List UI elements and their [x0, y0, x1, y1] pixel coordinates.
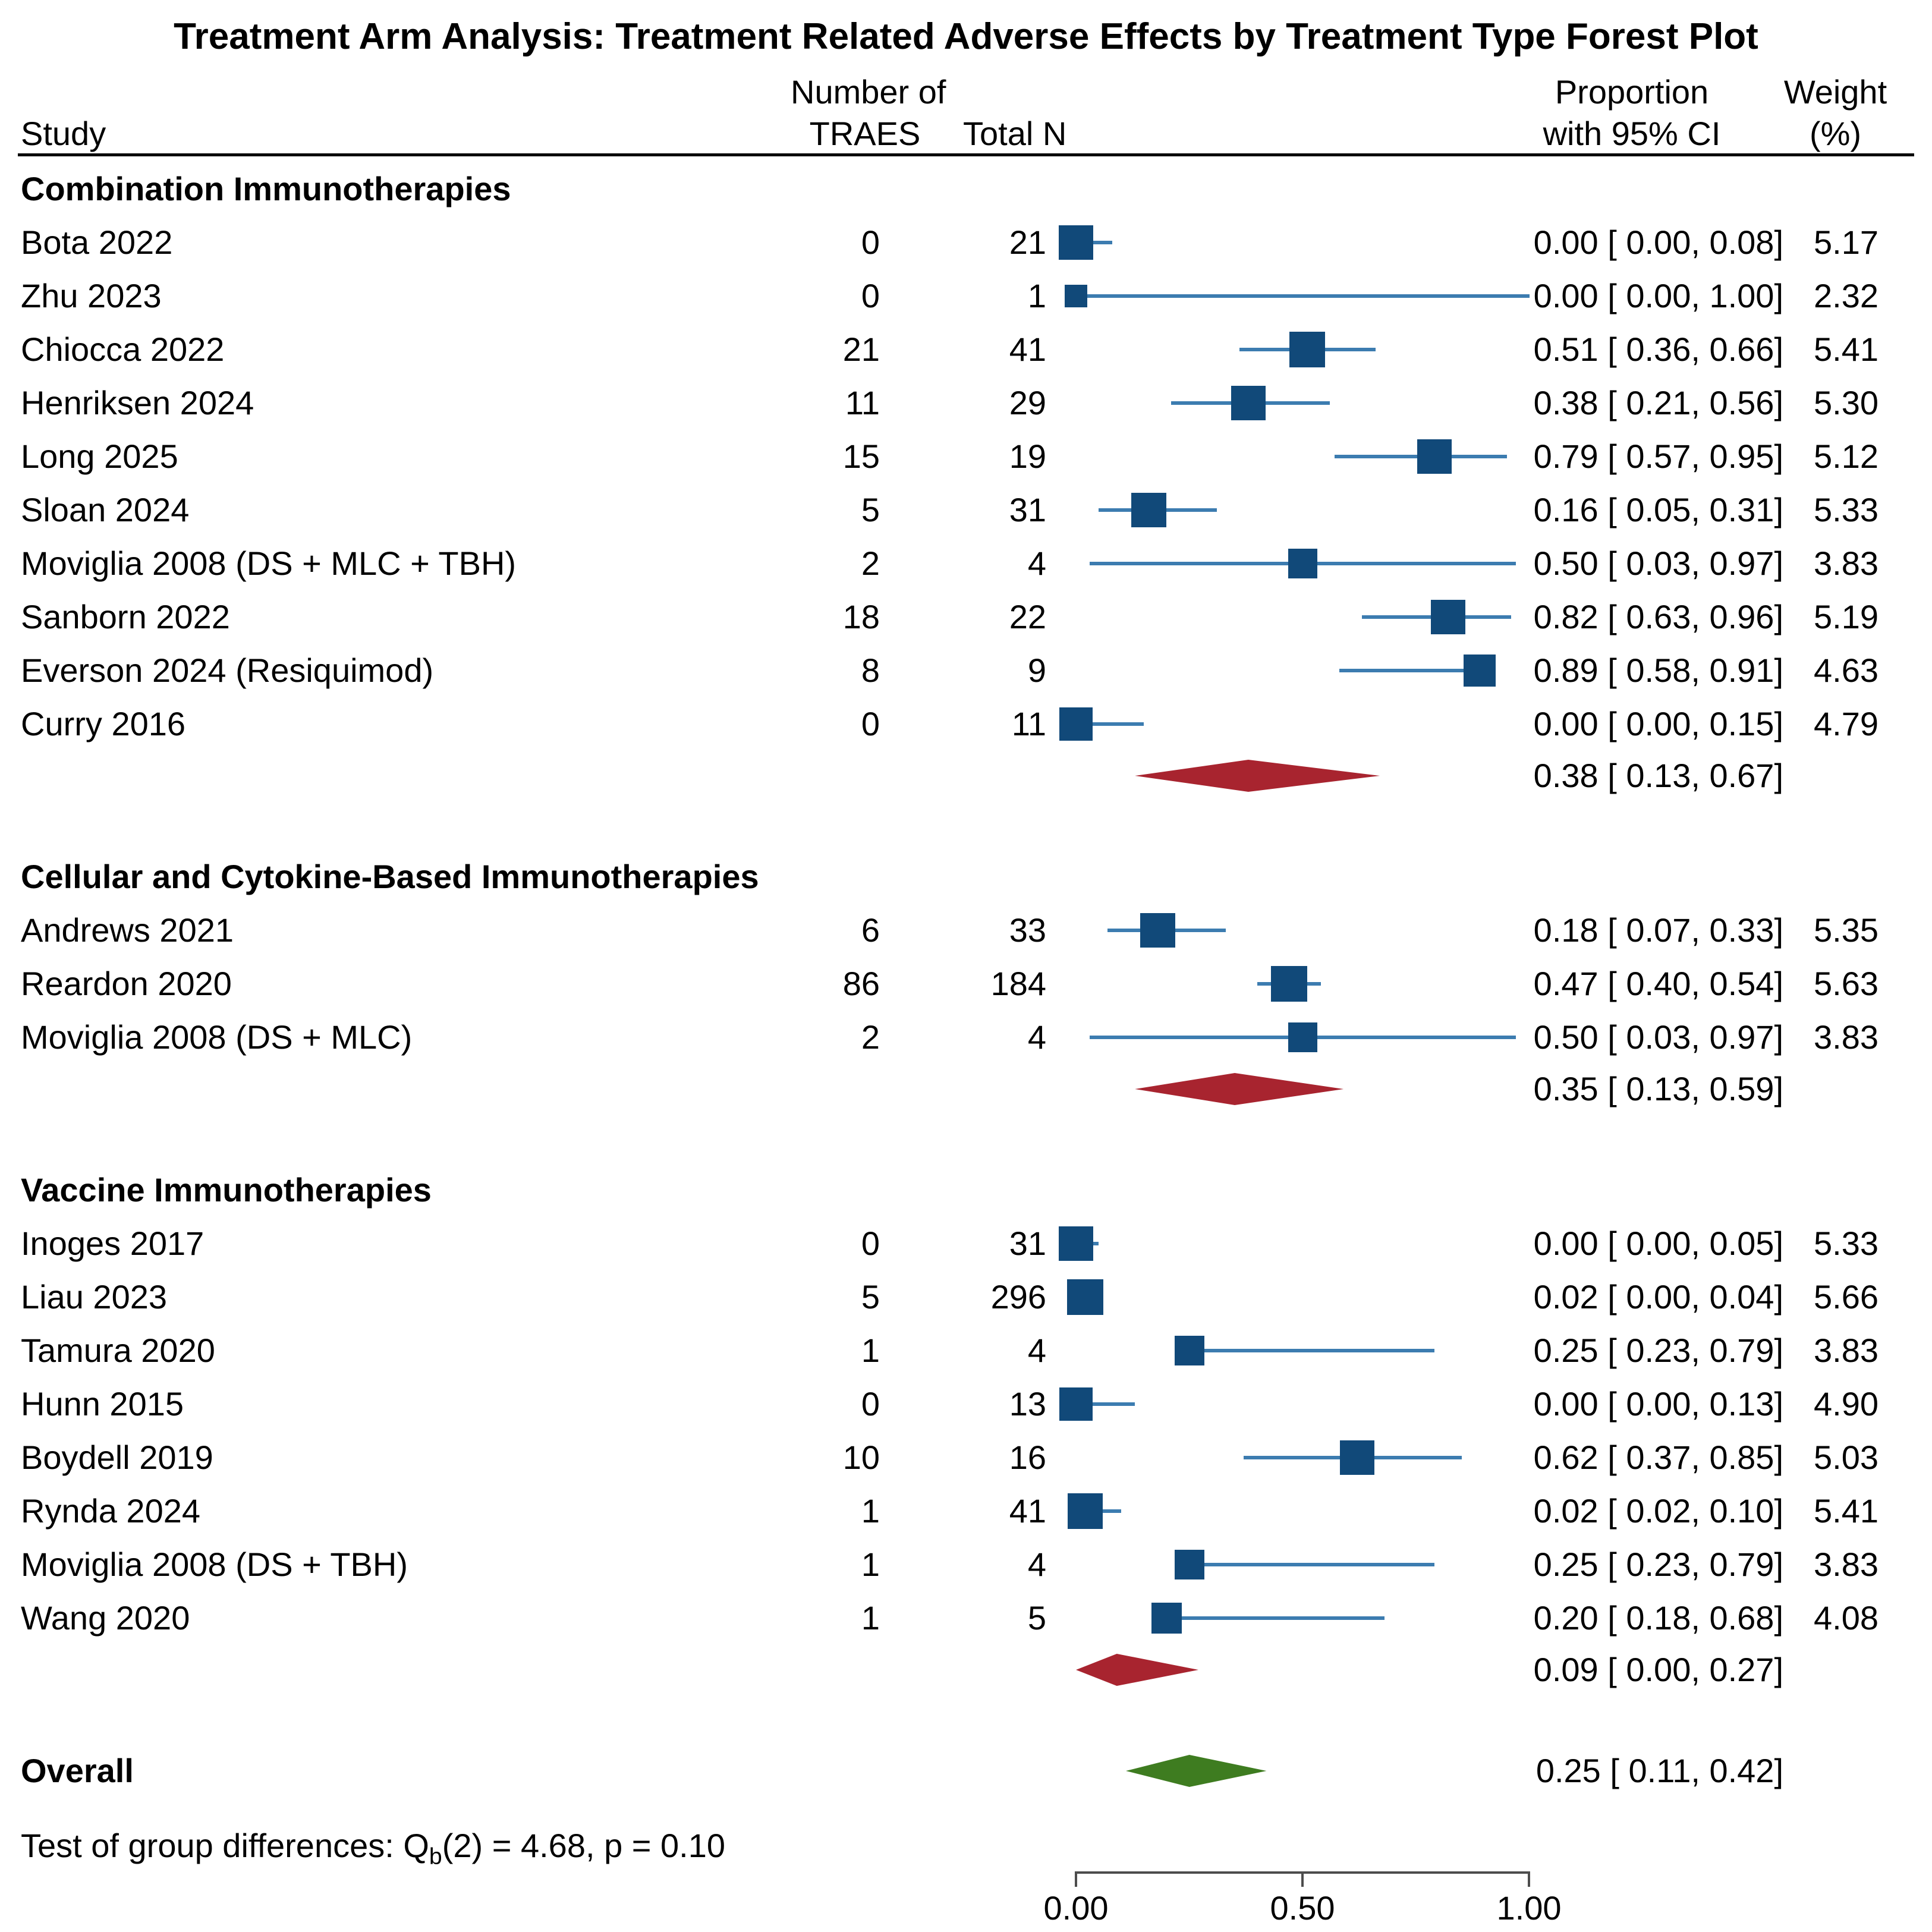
- group-header: Vaccine Immunotherapies: [21, 1171, 432, 1209]
- ci-line: [1180, 1349, 1434, 1352]
- group-difference-test-text: [21, 1826, 725, 1877]
- total-n-value: 184: [990, 965, 1046, 1002]
- total-n-value: 4: [1027, 545, 1046, 582]
- weight-value: 5.33: [1814, 491, 1878, 528]
- proportion-marker: [1231, 386, 1266, 421]
- study-label: Wang 2020: [21, 1599, 190, 1637]
- study-label: Moviglia 2008 (DS + MLC + TBH): [21, 545, 517, 582]
- x-axis-tick-label-050: 0.50: [1270, 1889, 1335, 1927]
- proportion-marker: [1340, 1440, 1374, 1474]
- ci-text: 0.82 [ 0.63, 0.96]: [1533, 598, 1783, 635]
- traes-value: 0: [861, 705, 880, 742]
- weight-value: 5.33: [1814, 1225, 1878, 1262]
- subtotal-ci-text: 0.09 [ 0.00, 0.27]: [1533, 1651, 1783, 1688]
- chart-title: Treatment Arm Analysis: Treatment Related Adverse Effects by Treatment Type Forest Plot: [174, 16, 1758, 57]
- study-label: Long 2025: [21, 438, 178, 475]
- proportion-marker: [1140, 913, 1175, 948]
- total-n-value: 296: [990, 1278, 1046, 1316]
- study-label: Curry 2016: [21, 705, 186, 742]
- study-label: Rynda 2024: [21, 1492, 201, 1530]
- weight-value: 3.83: [1814, 1546, 1878, 1583]
- total-n-value: 31: [1009, 1225, 1046, 1262]
- ci-text: 0.00 [ 0.00, 0.15]: [1533, 705, 1783, 742]
- traes-value: 15: [842, 438, 880, 475]
- x-axis-tick-050: [1301, 1871, 1304, 1887]
- study-label: Chiocca 2022: [21, 331, 225, 368]
- ci-text: 0.00 [ 0.00, 0.08]: [1533, 224, 1783, 261]
- study-label: Zhu 2023: [21, 277, 162, 314]
- study-label: Andrews 2021: [21, 911, 234, 949]
- study-label: Bota 2022: [21, 224, 173, 261]
- group-header: Combination Immunotherapies: [21, 170, 511, 207]
- traes-value: 1: [861, 1332, 880, 1369]
- proportion-marker: [1289, 332, 1324, 367]
- total-n-value: 22: [1009, 598, 1046, 635]
- total-n-value: 5: [1027, 1599, 1046, 1637]
- study-label: Sanborn 2022: [21, 598, 230, 635]
- total-n-value: 19: [1009, 438, 1046, 475]
- test-text-prefix: Test of group differences: Q: [21, 1827, 429, 1864]
- total-n-value: 1: [1027, 277, 1046, 314]
- traes-value: 5: [861, 1278, 880, 1316]
- weight-value: 5.19: [1814, 598, 1878, 635]
- overall-label: Overall: [21, 1752, 134, 1789]
- weight-value: 5.30: [1814, 384, 1878, 421]
- ci-text: 0.47 [ 0.40, 0.54]: [1533, 965, 1783, 1002]
- study-label: Tamura 2020: [21, 1332, 215, 1369]
- group-header: Cellular and Cytokine-Based Immunotherapies: [21, 858, 759, 895]
- total-n-value: 21: [1009, 224, 1046, 261]
- study-label: Inoges 2017: [21, 1225, 204, 1262]
- ci-text: 0.16 [ 0.05, 0.31]: [1533, 491, 1783, 528]
- weight-value: 5.17: [1814, 224, 1878, 261]
- study-label: Hunn 2015: [21, 1385, 184, 1423]
- col-header-proportion-line1: Proportion: [1555, 73, 1709, 111]
- test-text-suffix: (2) = 4.68, p = 0.10: [442, 1827, 726, 1864]
- total-n-value: 4: [1027, 1546, 1046, 1583]
- ci-text: 0.02 [ 0.02, 0.10]: [1533, 1492, 1783, 1530]
- col-header-weight-line2: (%): [1809, 115, 1862, 152]
- weight-value: 5.12: [1814, 438, 1878, 475]
- traes-value: 0: [861, 1225, 880, 1262]
- subtotal-diamond-shape: [1076, 1654, 1198, 1686]
- proportion-marker: [1151, 1603, 1182, 1634]
- total-n-value: 13: [1009, 1385, 1046, 1423]
- weight-value: 4.08: [1814, 1599, 1878, 1637]
- proportion-marker: [1288, 549, 1318, 578]
- overall-diamond-shape: [1126, 1755, 1267, 1787]
- x-axis-tick-0: [1075, 1871, 1077, 1887]
- subtotal-diamond-shape: [1135, 760, 1380, 792]
- col-header-traes-line2: TRAES: [809, 115, 921, 152]
- traes-value: 10: [842, 1439, 880, 1476]
- proportion-marker: [1131, 493, 1166, 528]
- weight-value: 5.35: [1814, 911, 1878, 949]
- proportion-marker: [1059, 225, 1093, 260]
- weight-value: 2.32: [1814, 277, 1878, 314]
- subtotal-ci-text: 0.38 [ 0.13, 0.67]: [1533, 757, 1783, 794]
- col-header-study: Study: [21, 115, 106, 152]
- total-n-value: 41: [1009, 1492, 1046, 1530]
- proportion-marker: [1288, 1022, 1318, 1052]
- ci-text: 0.25 [ 0.23, 0.79]: [1533, 1332, 1783, 1369]
- ci-text: 0.50 [ 0.03, 0.97]: [1533, 1018, 1783, 1056]
- traes-value: 5: [861, 491, 880, 528]
- proportion-marker: [1175, 1550, 1204, 1579]
- proportion-marker: [1271, 966, 1307, 1002]
- col-header-total-n: Total N: [963, 115, 1067, 152]
- ci-text: 0.02 [ 0.00, 0.04]: [1533, 1278, 1783, 1316]
- ci-text: 0.62 [ 0.37, 0.85]: [1533, 1439, 1783, 1476]
- weight-value: 4.79: [1814, 705, 1878, 742]
- weight-value: 5.41: [1814, 1492, 1878, 1530]
- ci-text: 0.00 [ 0.00, 0.13]: [1533, 1385, 1783, 1423]
- study-label: Sloan 2024: [21, 491, 190, 528]
- proportion-marker: [1068, 1493, 1103, 1528]
- study-label: Henriksen 2024: [21, 384, 254, 421]
- ci-text: 0.51 [ 0.36, 0.66]: [1533, 331, 1783, 368]
- col-header-traes-line1: Number of: [791, 73, 946, 111]
- subtotal-diamond-shape: [1135, 1073, 1343, 1105]
- col-header-proportion-line2: with 95% CI: [1543, 115, 1721, 152]
- traes-value: 1: [861, 1492, 880, 1530]
- ci-line: [1180, 1563, 1434, 1566]
- proportion-marker: [1175, 1336, 1204, 1365]
- x-axis-tick-100: [1528, 1871, 1530, 1887]
- weight-value: 3.83: [1814, 1332, 1878, 1369]
- ci-text: 0.38 [ 0.21, 0.56]: [1533, 384, 1783, 421]
- proportion-marker: [1067, 1279, 1103, 1316]
- study-label: Moviglia 2008 (DS + MLC): [21, 1018, 413, 1056]
- traes-value: 2: [861, 1018, 880, 1056]
- traes-value: 18: [842, 598, 880, 635]
- weight-value: 5.41: [1814, 331, 1878, 368]
- ci-text: 0.20 [ 0.18, 0.68]: [1533, 1599, 1783, 1637]
- total-n-value: 9: [1027, 652, 1046, 689]
- total-n-value: 33: [1009, 911, 1046, 949]
- total-n-value: 16: [1009, 1439, 1046, 1476]
- total-n-value: 4: [1027, 1018, 1046, 1056]
- weight-value: 5.66: [1814, 1278, 1878, 1316]
- traes-value: 86: [842, 965, 880, 1002]
- proportion-marker: [1059, 1226, 1094, 1261]
- study-label: Reardon 2020: [21, 965, 232, 1002]
- weight-value: 5.63: [1814, 965, 1878, 1002]
- traes-value: 1: [861, 1599, 880, 1637]
- study-label: Boydell 2019: [21, 1439, 213, 1476]
- traes-value: 8: [861, 652, 880, 689]
- traes-value: 11: [845, 384, 880, 421]
- weight-value: 3.83: [1814, 1018, 1878, 1056]
- total-n-value: 4: [1027, 1332, 1046, 1369]
- total-n-value: 41: [1009, 331, 1046, 368]
- total-n-value: 11: [1011, 705, 1046, 742]
- proportion-marker: [1059, 1387, 1093, 1421]
- weight-value: 3.83: [1814, 545, 1878, 582]
- weight-value: 4.63: [1814, 652, 1878, 689]
- traes-value: 0: [861, 224, 880, 261]
- study-label: Liau 2023: [21, 1278, 168, 1316]
- x-axis-tick-label-100: 1.00: [1496, 1889, 1562, 1927]
- ci-text: 0.18 [ 0.07, 0.33]: [1533, 911, 1783, 949]
- traes-value: 21: [842, 331, 880, 368]
- test-text-subscript: b: [429, 1844, 442, 1870]
- overall-ci-text: 0.25 [ 0.11, 0.42]: [1535, 1752, 1783, 1789]
- subtotal-ci-text: 0.35 [ 0.13, 0.59]: [1533, 1070, 1783, 1107]
- ci-text: 0.00 [ 0.00, 0.05]: [1533, 1225, 1783, 1262]
- weight-value: 5.03: [1814, 1439, 1878, 1476]
- weight-value: 4.90: [1814, 1385, 1878, 1423]
- ci-text: 0.89 [ 0.58, 0.91]: [1533, 652, 1783, 689]
- ci-text: 0.00 [ 0.00, 1.00]: [1533, 277, 1783, 314]
- header-rule: [18, 153, 1914, 156]
- traes-value: 0: [861, 277, 880, 314]
- traes-value: 0: [861, 1385, 880, 1423]
- proportion-marker: [1059, 707, 1093, 741]
- x-axis-tick-label-0: 0.00: [1043, 1889, 1109, 1927]
- ci-text: 0.50 [ 0.03, 0.97]: [1533, 545, 1783, 582]
- traes-value: 1: [861, 1546, 880, 1583]
- study-label: Everson 2024 (Resiquimod): [21, 652, 434, 689]
- ci-line: [1157, 1616, 1385, 1620]
- study-label: Moviglia 2008 (DS + TBH): [21, 1546, 408, 1583]
- ci-text: 0.79 [ 0.57, 0.95]: [1533, 438, 1783, 475]
- traes-value: 2: [861, 545, 880, 582]
- proportion-marker: [1065, 285, 1088, 308]
- total-n-value: 31: [1009, 491, 1046, 528]
- col-header-weight-line1: Weight: [1783, 73, 1887, 111]
- total-n-value: 29: [1009, 384, 1046, 421]
- ci-text: 0.25 [ 0.23, 0.79]: [1533, 1546, 1783, 1583]
- traes-value: 6: [861, 911, 880, 949]
